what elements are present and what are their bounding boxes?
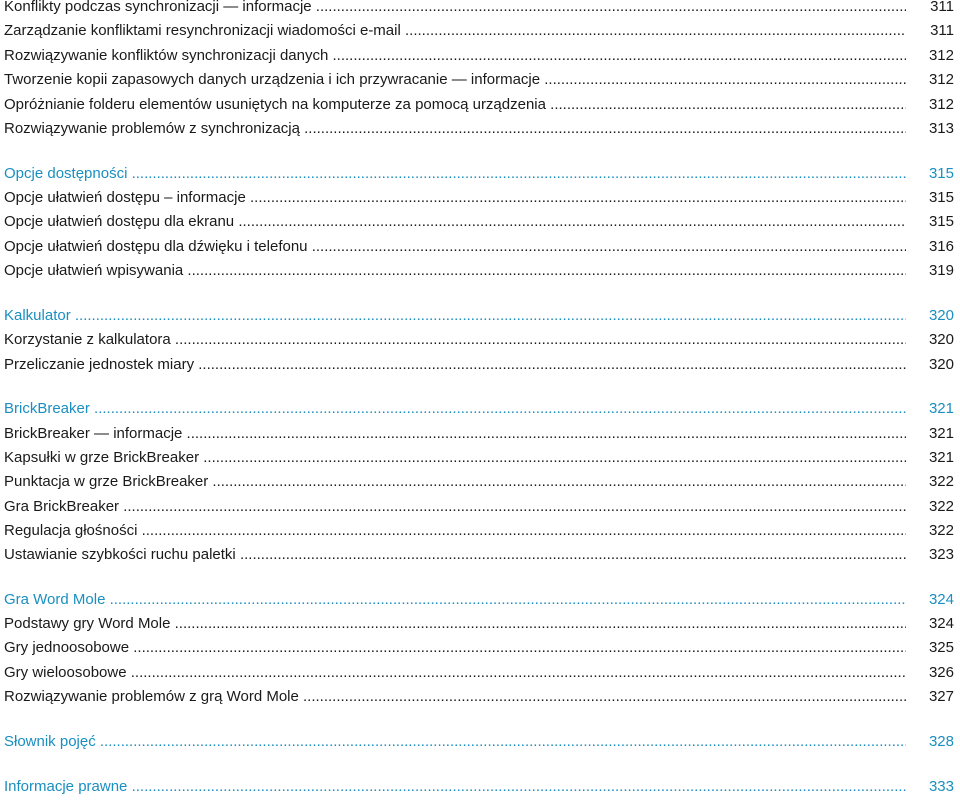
toc-page-number: 320 [928,331,954,348]
toc-entry-title: Przeliczanie jednostek miary ..... [4,355,906,375]
toc-entry-title: Zarządzanie konfliktami resynchronizacji wiadomości e-mail ..... [4,21,906,41]
toc-chapter-link[interactable] [4,777,954,797]
toc-entry-title: Rozwiązywanie problemów z grą Word Mole ..... [4,687,906,707]
toc-page-number: 313 [928,120,954,137]
toc-entry-title: Opcje ułatwień dostępu dla ekranu ..... [4,212,906,232]
toc-page-number: 324 [928,591,954,608]
toc-page-number: 320 [928,356,954,373]
toc-page-number: 321 [928,449,954,466]
toc-entry-title: Gra Word Mole ..... [4,590,906,610]
toc-page-number: 311 [930,0,954,15]
toc-entry-title: Gry jednoosobowe ..... [4,638,906,658]
toc-entry-link[interactable] [4,119,954,139]
toc-entry-link[interactable] [4,237,954,257]
toc-chapter-link[interactable] [4,164,954,184]
toc-entry-title: Regulacja głośności ..... [4,521,906,541]
toc-entry-title: Gra BrickBreaker ..... [4,497,906,517]
toc-page-number: 315 [928,213,954,230]
toc-entry-link[interactable] [4,261,954,281]
toc-page-number: 326 [928,664,954,681]
toc-entry-title: Rozwiązywanie problemów z synchronizacją ..... [4,119,906,139]
toc-entry-link[interactable] [4,355,954,375]
toc-entry-title: Ustawianie szybkości ruchu paletki ..... [4,545,906,565]
toc-page-number: 315 [928,189,954,206]
toc-entry-title: BrickBreaker — informacje ..... [4,424,906,444]
toc-page-number: 327 [928,688,954,705]
toc-entry-title: Punktacja w grze BrickBreaker ..... [4,472,906,492]
toc-entry-link[interactable] [4,21,954,41]
toc-entry-title: Korzystanie z kalkulatora ..... [4,330,906,350]
toc-entry-title: Opcje ułatwień wpisywania ..... [4,261,906,281]
toc-page-number: 323 [928,546,954,563]
toc-page-number: 312 [928,47,954,64]
toc-entry-title: Opcje ułatwień dostępu – informacje ..... [4,188,906,208]
toc-page-number: 316 [928,238,954,255]
toc-entry-link[interactable] [4,521,954,541]
toc-page-number: 312 [928,71,954,88]
toc-entry-title: BrickBreaker ..... [4,399,906,419]
toc-entry-title: Informacje prawne ..... [4,777,906,797]
toc-entry-title: Kalkulator ..... [4,306,906,326]
toc-entry-link[interactable] [4,687,954,707]
toc-page-number: 325 [928,639,954,656]
toc-page-number: 322 [928,522,954,539]
toc-chapter-link[interactable] [4,732,954,752]
toc-entry-title: Konflikty podczas synchronizacji — informacje ..... [4,0,906,17]
toc-entry-link[interactable] [4,497,954,517]
toc-entry-title: Słownik pojęć ..... [4,732,906,752]
toc-entry-title: Tworzenie kopii zapasowych danych urządzenia i ich przywracanie — informacje ..... [4,70,906,90]
toc-entry-link[interactable] [4,472,954,492]
toc-entry-link[interactable] [4,212,954,232]
toc-entry-title: Opcje ułatwień dostępu dla dźwięku i telefonu ..... [4,237,906,257]
toc-page-number: 320 [928,307,954,324]
toc-entry-title: Podstawy gry Word Mole ..... [4,614,906,634]
toc-page-number: 333 [928,778,954,795]
toc-entry-title: Gry wieloosobowe ..... [4,663,906,683]
toc-entry-link[interactable] [4,545,954,565]
toc-chapter-link[interactable] [4,399,954,419]
toc-entry-link[interactable] [4,70,954,90]
toc-page-number: 312 [928,96,954,113]
toc-entry-title: Opróżnianie folderu elementów usuniętych na komputerze za pomocą urządzenia ..... [4,95,906,115]
toc-entry-link[interactable] [4,424,954,444]
toc-chapter-link[interactable] [4,590,954,610]
toc-entry-link[interactable] [4,95,954,115]
toc-entry-link[interactable] [4,448,954,468]
toc-page-number: 321 [928,400,954,417]
toc-page-number: 321 [928,425,954,442]
toc-entry-link[interactable] [4,46,954,66]
toc-entry-link[interactable] [4,330,954,350]
toc-entry-title: Kapsułki w grze BrickBreaker ..... [4,448,906,468]
toc-page-number: 319 [928,262,954,279]
toc-entry-title: Opcje dostępności ..... [4,164,906,184]
toc-entry-link[interactable] [4,638,954,658]
toc-entry-title: Rozwiązywanie konfliktów synchronizacji danych ..... [4,46,906,66]
toc-page-number: 315 [928,165,954,182]
toc-page-number: 324 [928,615,954,632]
toc-entry-link[interactable] [4,614,954,634]
toc-entry-link[interactable] [4,188,954,208]
toc-page-number: 311 [930,22,954,39]
toc-entry-link[interactable] [4,0,954,17]
toc-chapter-link[interactable] [4,306,954,326]
toc-page-number: 322 [928,498,954,515]
toc-page-number: 328 [928,733,954,750]
toc-page-number: 322 [928,473,954,490]
toc-entry-link[interactable] [4,663,954,683]
